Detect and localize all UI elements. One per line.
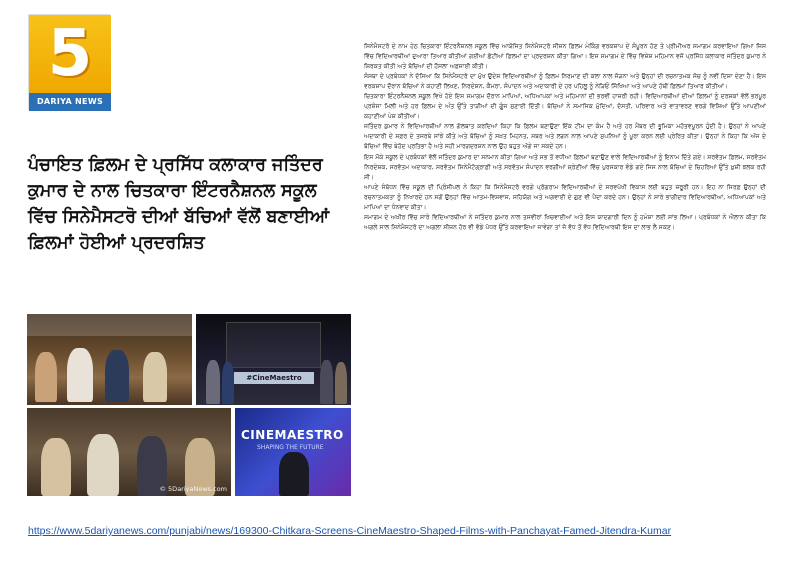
article-headline: ਪੰਚਾਇਤ ਫ਼ਿਲਮ ਦੇ ਪ੍ਰਸਿੱਧ ਕਲਾਕਾਰ ਜਤਿੰਦਰ ਕੁਮਾਰ ਦੇ ਨਾਲ ਚਿਤਕਾਰਾ ਇੰਟਰਨੈਸ਼ਨਲ ਸਕੂਲ ਵਿੱਚ ਸਿਨੇਮੈਸਟਰੋ ਦੀਆਂ ਬੱਚਿਆਂ ਵੱਲੋਂ ਬਣਾਈਆਂ ਫ਼ਿਲਮਾਂ ਹੋਈਆਂ ਪ੍ਰਦਰਸ਼ਿਤ [28, 155, 330, 253]
cinemaestro-tagline: SHAPING THE FUTURE [257, 444, 324, 451]
photo-panel-discussion [27, 314, 192, 405]
person-figure [222, 362, 234, 404]
stage-banner-text: #CineMaestro [234, 372, 314, 384]
logo-number-badge [29, 15, 111, 93]
person-figure [279, 452, 309, 496]
source-url-link[interactable]: https://www.5dariyanews.com/punjabi/news/169300-Chitkara-Screens-CineMaestro-Shaped-Films-with-Panchayat-Famed-Jitendra-Kumar [28, 525, 672, 537]
person-figure [35, 352, 57, 402]
photo-watermark: © 5DariyaNews.com [159, 485, 227, 493]
person-figure [320, 360, 333, 404]
cinemaestro-logo-text: CINEMAESTRO [241, 428, 344, 442]
person-figure [143, 352, 167, 402]
stage-screen [226, 322, 321, 368]
backdrop-banner [27, 314, 192, 336]
article-paragraph: ਚਿਤਕਾਰਾ ਇੰਟਰਨੈਸ਼ਨਲ ਸਕੂਲ ਵਿਖੇ ਹੋਏ ਇਸ ਸਮਾਗਮ ਦੌਰਾਨ ਮਾਪਿਆਂ, ਅਧਿਆਪਕਾਂ ਅਤੇ ਮਹਿਮਾਨਾਂ ਦੀ ਭਰਵੀਂ ਹਾਜ਼ਰੀ ਰਹੀ। ਵਿਦਿਆਰਥੀਆਂ ਦੀਆਂ ਫ਼ਿਲਮਾਂ ਨੂੰ ਦਰਸ਼ਕਾਂ ਵੱਲੋਂ ਭਰਪੂਰ ਪ੍ਰਸ਼ੰਸਾ ਮਿਲੀ ਅਤੇ ਹਰ ਫ਼ਿਲਮ ਦੇ ਅੰਤ ਉੱਤੇ ਤਾੜੀਆਂ ਦੀ ਗੂੰਜ ਸੁਣਾਈ ਦਿੱਤੀ। ਬੱਚਿਆਂ ਨੇ ਸਮਾਜਿਕ ਮੁੱਦਿਆਂ, ਦੋਸਤੀ, ਪਰਿਵਾਰ ਅਤੇ ਵਾਤਾਵਰਣ ਵਰਗੇ ਵਿਸ਼ਿਆਂ ਉੱਤੇ ਆਪਣੀਆਂ ਕਹਾਣੀਆਂ ਪੇਸ਼ ਕੀਤੀਆਂ। [364, 93, 766, 121]
person-figure [105, 350, 129, 402]
person-figure [335, 362, 347, 404]
article-body [364, 42, 766, 498]
logo-name: DARIYA NEWS [29, 93, 111, 111]
article-paragraph: ਸਿਨੇਮੈਸਟਰੋ ਦੇ ਨਾਮ ਹੇਠ ਚਿਤਕਾਰਾ ਇੰਟਰਨੈਸ਼ਨਲ ਸਕੂਲ ਵਿੱਚ ਆਯੋਜਿਤ ਸਿਨੇਮੈਸਟਰੋ ਸੀਜ਼ਨ ਫ਼ਿਲਮ ਮੇਕਿੰਗ ਵਰਕਸ਼ਾਪ ਦੇ ਸੰਪੂਰਨ ਹੋਣ ਤੇ ਪ੍ਰੀਮੀਅਰ ਸਮਾਗਮ ਕਰਵਾਇਆ ਗਿਆ ਜਿਸ ਵਿੱਚ ਵਿਦਿਆਰਥੀਆਂ ਦੁਆਰਾ ਤਿਆਰ ਕੀਤੀਆਂ ਗਈਆਂ ਛੋਟੀਆਂ ਫ਼ਿਲਮਾਂ ਦਾ ਪ੍ਰਦਰਸ਼ਨ ਕੀਤਾ ਗਿਆ। ਇਸ ਸਮਾਗਮ ਦੇ ਵਿੱਚ ਵਿਸ਼ੇਸ਼ ਮਹਿਮਾਨ ਵਜੋਂ ਪ੍ਰਸਿੱਧ ਕਲਾਕਾਰ ਜਤਿੰਦਰ ਕੁਮਾਰ ਨੇ ਸ਼ਿਰਕਤ ਕੀਤੀ ਅਤੇ ਬੱਚਿਆਂ ਦੀ ਹੌਸਲਾ ਅਫ਼ਜ਼ਾਈ ਕੀਤੀ। [364, 43, 766, 71]
dariya-news-logo [28, 14, 110, 110]
person-figure [41, 438, 71, 496]
article-paragraph: ਸਮਾਗਮ ਦੇ ਅਖ਼ੀਰ ਵਿੱਚ ਸਾਰੇ ਵਿਦਿਆਰਥੀਆਂ ਨੇ ਜਤਿੰਦਰ ਕੁਮਾਰ ਨਾਲ ਤਸਵੀਰਾਂ ਖਿਚਵਾਈਆਂ ਅਤੇ ਇਸ ਯਾਦਗਾਰੀ ਦਿਨ ਨੂੰ ਹਮੇਸ਼ਾ ਲਈ ਸਾਂਭ ਲਿਆ। ਪ੍ਰਬੰਧਕਾਂ ਨੇ ਐਲਾਨ ਕੀਤਾ ਕਿ ਅਗਲੇ ਸਾਲ ਸਿਨੇਮੈਸਟਰੋ ਦਾ ਅਗਲਾ ਸੀਜ਼ਨ ਹੋਰ ਵੀ ਵੱਡੇ ਪੱਧਰ ਉੱਤੇ ਕਰਵਾਇਆ ਜਾਵੇਗਾ ਤਾਂ ਜੋ ਵੱਧ ਤੋਂ ਵੱਧ ਵਿਦਿਆਰਥੀ ਇਸ ਦਾ ਲਾਭ ਲੈ ਸਕਣ। [364, 213, 766, 231]
article-paragraph: ਜਤਿੰਦਰ ਕੁਮਾਰ ਨੇ ਵਿਦਿਆਰਥੀਆਂ ਨਾਲ ਗੱਲਬਾਤ ਕਰਦਿਆਂ ਕਿਹਾ ਕਿ ਫ਼ਿਲਮ ਬਣਾਉਣਾ ਇੱਕ ਟੀਮ ਦਾ ਕੰਮ ਹੈ ਅਤੇ ਹਰ ਮੈਂਬਰ ਦੀ ਭੂਮਿਕਾ ਮਹੱਤਵਪੂਰਨ ਹੁੰਦੀ ਹੈ। ਉਨ੍ਹਾਂ ਨੇ ਆਪਣੇ ਅਦਾਕਾਰੀ ਦੇ ਸਫ਼ਰ ਦੇ ਤਜਰਬੇ ਸਾਂਝੇ ਕੀਤੇ ਅਤੇ ਬੱਚਿਆਂ ਨੂੰ ਸਖ਼ਤ ਮਿਹਨਤ, ਸਬਰ ਅਤੇ ਲਗਨ ਨਾਲ ਆਪਣੇ ਸੁਪਨਿਆਂ ਨੂੰ ਪੂਰਾ ਕਰਨ ਲਈ ਪ੍ਰੇਰਿਤ ਕੀਤਾ। ਉਨ੍ਹਾਂ ਨੇ ਕਿਹਾ ਕਿ ਅੱਜ ਦੇ ਬੱਚਿਆਂ ਵਿੱਚ ਬੇਹੱਦ ਪ੍ਰਤਿਭਾ ਹੈ ਅਤੇ ਸਹੀ ਮਾਰਗਦਰਸ਼ਨ ਨਾਲ ਉਹ ਬਹੁਤ ਅੱਗੇ ਜਾ ਸਕਦੇ ਹਨ। [364, 123, 766, 151]
article-paragraph: ਆਪਣੇ ਸੰਬੋਧਨ ਵਿੱਚ ਸਕੂਲ ਦੀ ਪ੍ਰਿੰਸੀਪਲ ਨੇ ਕਿਹਾ ਕਿ ਸਿਨੇਮੈਸਟਰੋ ਵਰਗੇ ਪ੍ਰੋਗਰਾਮ ਵਿਦਿਆਰਥੀਆਂ ਦੇ ਸਰਵਪੱਖੀ ਵਿਕਾਸ ਲਈ ਬਹੁਤ ਜ਼ਰੂਰੀ ਹਨ। ਇਹ ਨਾ ਸਿਰਫ਼ ਉਨ੍ਹਾਂ ਦੀ ਰਚਨਾਤਮਕਤਾ ਨੂੰ ਨਿਖਾਰਦੇ ਹਨ ਸਗੋਂ ਉਨ੍ਹਾਂ ਵਿੱਚ ਆਤਮ-ਵਿਸ਼ਵਾਸ, ਸਹਿਯੋਗ ਅਤੇ ਅਗਵਾਈ ਦੇ ਗੁਣ ਵੀ ਪੈਦਾ ਕਰਦੇ ਹਨ। ਉਨ੍ਹਾਂ ਨੇ ਸਾਰੇ ਭਾਗੀਦਾਰ ਵਿਦਿਆਰਥੀਆਂ, ਅਧਿਆਪਕਾਂ ਅਤੇ ਮਾਪਿਆਂ ਦਾ ਧੰਨਵਾਦ ਕੀਤਾ। [364, 183, 766, 211]
article-paragraph: ਸੰਸਥਾ ਦੇ ਪ੍ਰਬੰਧਕਾਂ ਨੇ ਦੱਸਿਆ ਕਿ ਸਿਨੇਮੈਸਟਰੋ ਦਾ ਮੁੱਖ ਉਦੇਸ਼ ਵਿਦਿਆਰਥੀਆਂ ਨੂੰ ਫ਼ਿਲਮ ਨਿਰਮਾਣ ਦੀ ਕਲਾ ਨਾਲ ਜੋੜਨਾ ਅਤੇ ਉਨ੍ਹਾਂ ਦੀ ਰਚਨਾਤਮਕ ਸੋਚ ਨੂੰ ਨਵੀਂ ਦਿਸ਼ਾ ਦੇਣਾ ਹੈ। ਇਸ ਵਰਕਸ਼ਾਪ ਦੌਰਾਨ ਬੱਚਿਆਂ ਨੇ ਕਹਾਣੀ ਲਿਖਣ, ਨਿਰਦੇਸ਼ਨ, ਕੈਮਰਾ, ਸੰਪਾਦਨ ਅਤੇ ਅਦਾਕਾਰੀ ਦੇ ਹਰ ਪਹਿਲੂ ਨੂੰ ਨੇੜਿਓਂ ਸਿੱਖਿਆ ਅਤੇ ਆਪਣੇ ਹੱਥੀਂ ਫ਼ਿਲਮਾਂ ਤਿਆਰ ਕੀਤੀਆਂ। [364, 73, 766, 91]
person-figure [87, 434, 119, 496]
photo-cinemaestro-backdrop [235, 408, 351, 496]
photo-stage-group [196, 314, 351, 405]
person-figure [206, 360, 220, 404]
photo-seated-guests [27, 408, 231, 496]
person-figure [67, 348, 93, 402]
logo-number: 5 [47, 17, 93, 91]
article-paragraph: ਇਸ ਮੌਕੇ ਸਕੂਲ ਦੇ ਪ੍ਰਬੰਧਕਾਂ ਵੱਲੋਂ ਜਤਿੰਦਰ ਕੁਮਾਰ ਦਾ ਸਨਮਾਨ ਕੀਤਾ ਗਿਆ ਅਤੇ ਸਭ ਤੋਂ ਵਧੀਆ ਫ਼ਿਲਮਾਂ ਬਣਾਉਣ ਵਾਲੇ ਵਿਦਿਆਰਥੀਆਂ ਨੂੰ ਇਨਾਮ ਦਿੱਤੇ ਗਏ। ਸਰਵੋਤਮ ਫ਼ਿਲਮ, ਸਰਵੋਤਮ ਨਿਰਦੇਸ਼ਕ, ਸਰਵੋਤਮ ਅਦਾਕਾਰ, ਸਰਵੋਤਮ ਸਿਨੇਮੈਟੋਗ੍ਰਾਫ਼ੀ ਅਤੇ ਸਰਵੋਤਮ ਸੰਪਾਦਨ ਵਰਗੀਆਂ ਸ਼੍ਰੇਣੀਆਂ ਵਿੱਚ ਪੁਰਸਕਾਰ ਵੰਡੇ ਗਏ ਜਿਸ ਨਾਲ ਬੱਚਿਆਂ ਦੇ ਚਿਹਰਿਆਂ ਉੱਤੇ ਖ਼ੁਸ਼ੀ ਝਲਕ ਰਹੀ ਸੀ। [364, 153, 766, 181]
